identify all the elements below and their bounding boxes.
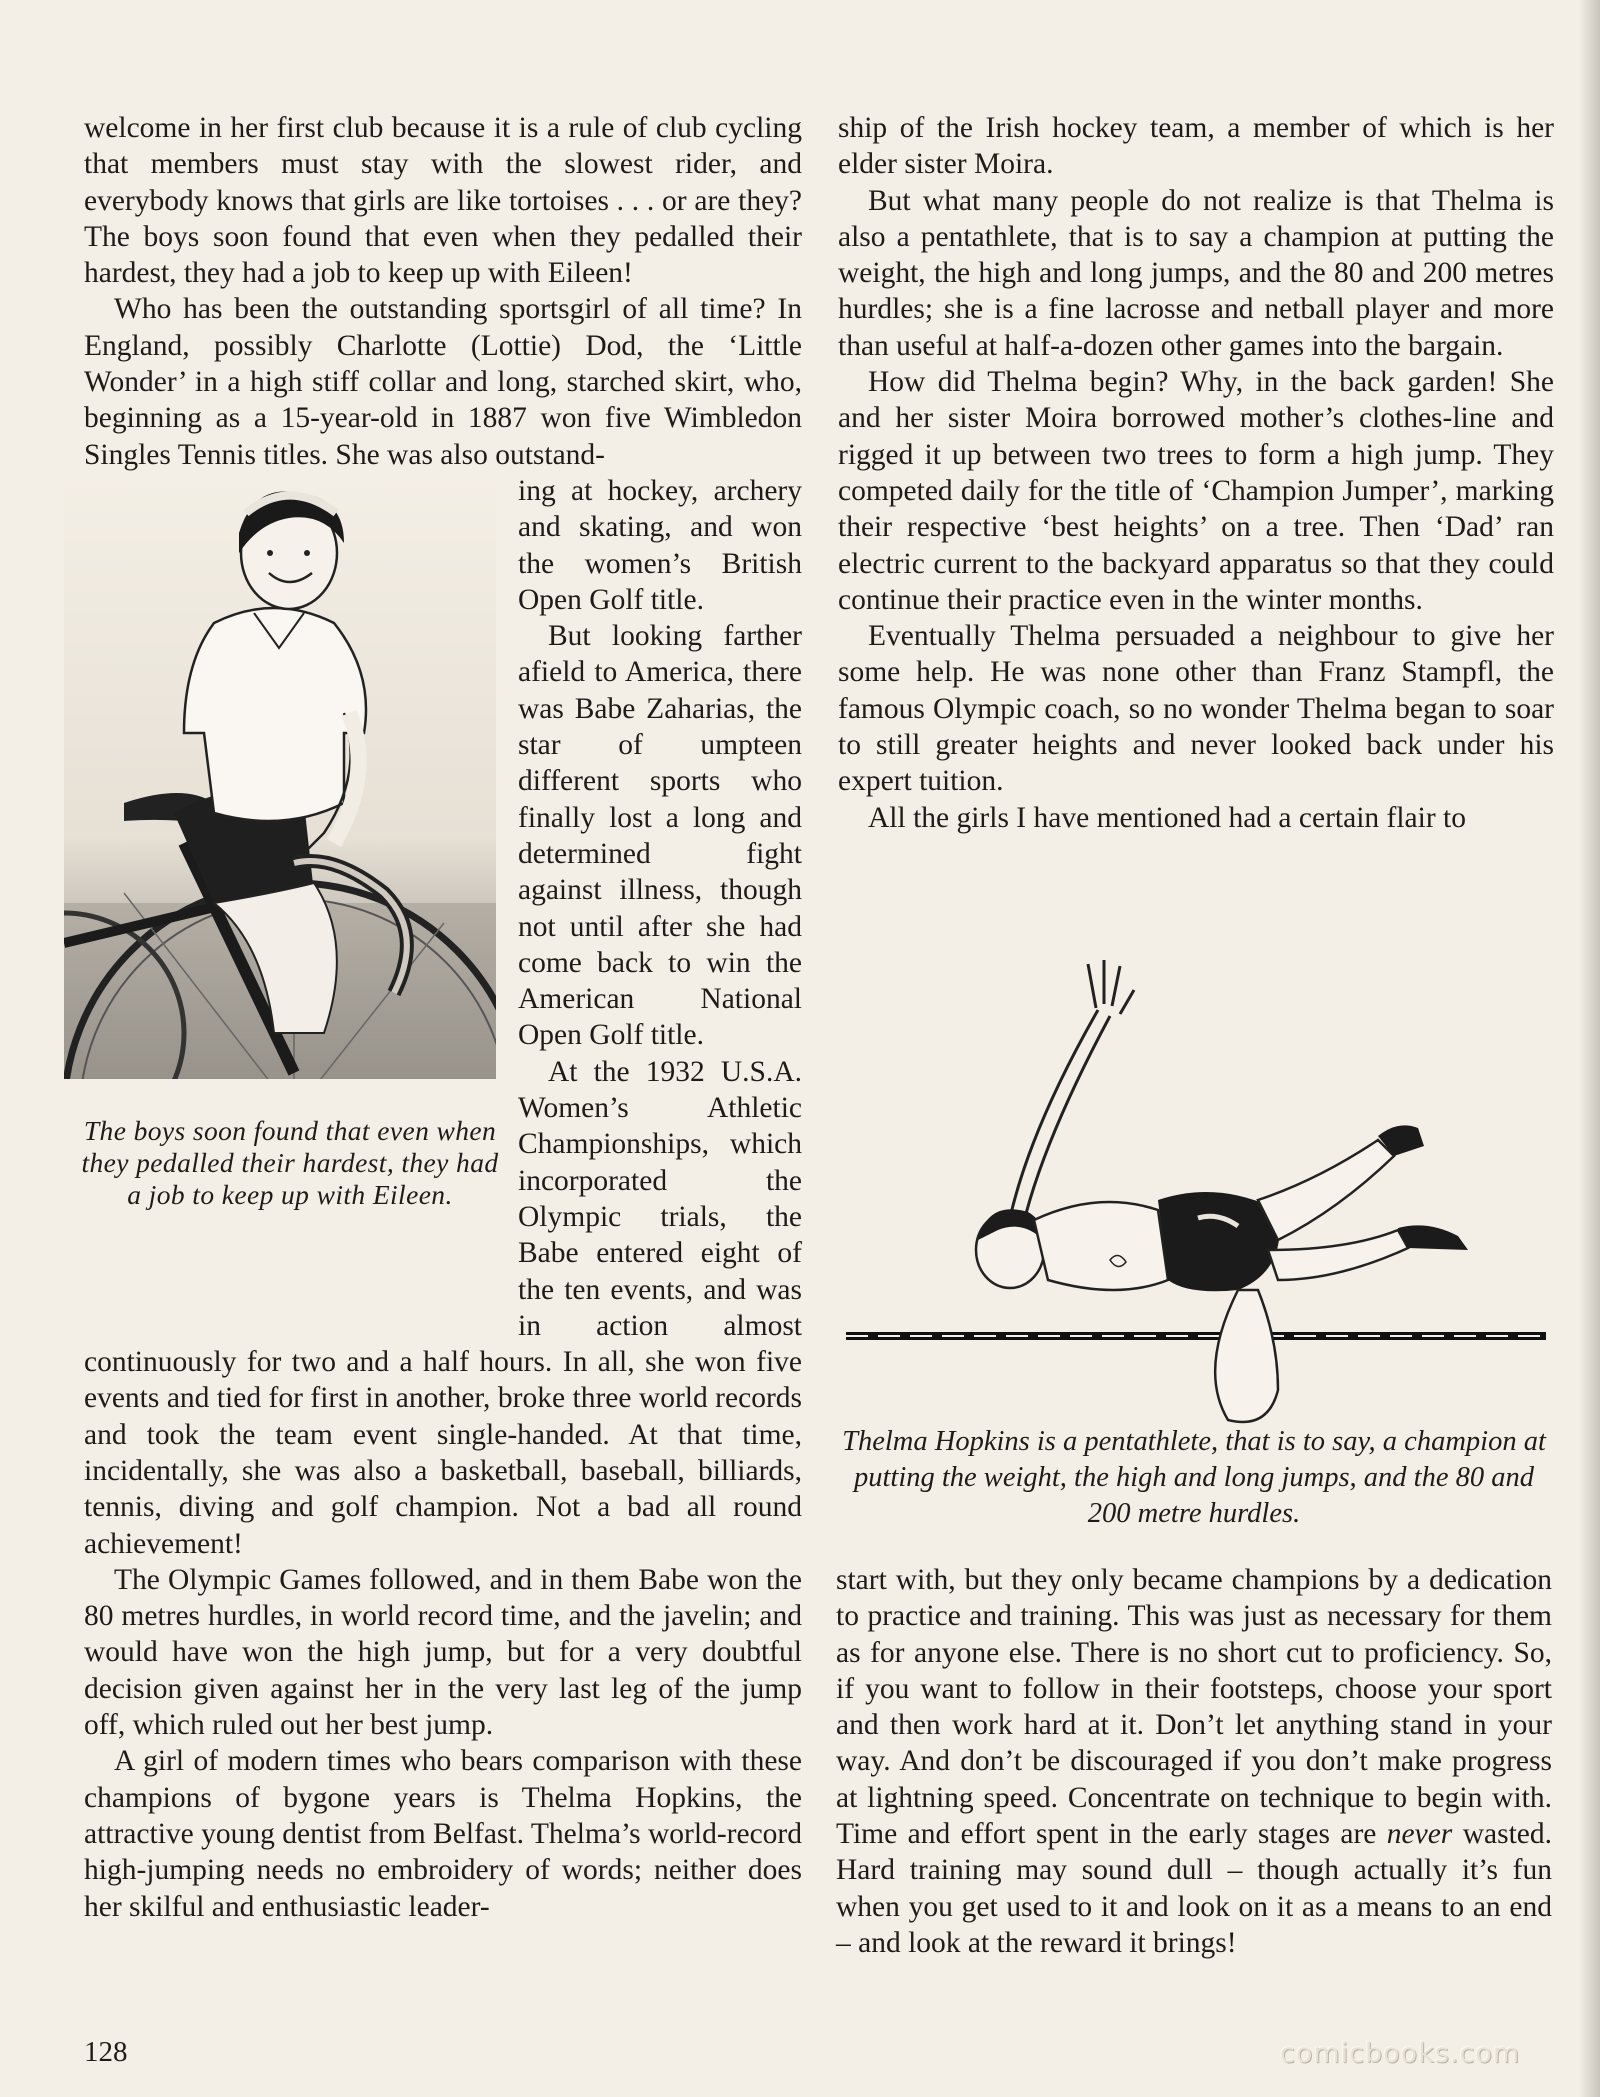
- right-column-continued: [836, 1562, 1552, 1961]
- paragraph-flair: All the girls I have mentioned had a certain flair to: [868, 801, 1466, 834]
- paragraph-eileen-club: welcome in her first club because it is a rule of club cycling that members must stay with the slowest rider, and everybody knows that girls are like tortoises . . . or are they? The boys soon found that even when they pedalled their hardest, they had a job to keep up with Eileen!: [84, 112, 802, 290]
- right-column: [838, 110, 1554, 836]
- paragraph-pentathlete: But what many people do not realize is that Thelma is also a pentathlete, that is to say a champion at putting the weight, the high and long jumps, and the 80 and 200 metres hurdles; she is a fine lacrosse and netball player and more than useful at half-a-dozen other games into the bargain.: [838, 184, 1554, 362]
- high-jumper-drawing: [838, 950, 1554, 1430]
- cyclist-illustration: [64, 473, 496, 1079]
- dedication-text-start: start with, but they only became champions by a dedication to practice and training. This was just as necessary for them as for anyone else. There is no short cut to proficiency. So, if you want to follow in their footsteps, choose your sport and then work hard at it. Don’t let anything stand in your way. And don’t be discouraged if you don’t make progress at lightning speed. Concentrate on technique to begin with. Time and effort spent in the early stages are: [836, 1564, 1552, 1851]
- paragraph-babe-zaharias: But looking farther afield to America, there was Babe Zaharias, the star of umpteen different sports who finally lost a long and determined fight against illness, though not until after she had come back to win the American National Open Golf title.: [518, 620, 802, 1052]
- paragraph-1932-championships: At the 1932 U.S.A. Women’s Athletic Championships, which incorporated the Olympic trials, the Babe entered eight of the ten events, and was in action almost continuously for two and a half hours. In all, she won five events and tied for first in another, broke three world records and took the team event single-handed. At that time, incidentally, she was also a basketball, baseball, billiards, tennis, diving and golf champion. Not a bad all round achievement!: [84, 1055, 802, 1560]
- paragraph-thelma-hopkins: A girl of modern times who bears comparison with these champions of bygone years is Thelma Hopkins, the attractive young dentist from Belfast. Thelma’s world-record high-jumping needs no embroidery of words; neither does her skilful and enthusiastic leader-: [84, 1745, 802, 1923]
- paragraph-lottie-continued: ing at hockey, archery and skating, and won the women’s British Open Golf title.: [518, 474, 802, 616]
- emphasis-never: never: [1386, 1818, 1453, 1851]
- dedication-text-end: wasted. Hard training may sound dull – though actually it’s fun when you get used to it and look on it as a means to an end – and look at the reward it brings!: [836, 1818, 1552, 1959]
- watermark: comicbooks.com: [1280, 2038, 1521, 2069]
- paragraph-irish-hockey: ship of the Irish hockey team, a member of which is her elder sister Moira.: [838, 112, 1554, 181]
- page-edge-shadow: [1578, 0, 1600, 2097]
- high-jumper-caption: Thelma Hopkins is a pentathlete, that is to say, a champion at putting the weight, the high and long jumps, and the 80 and 200 metre hurdles.: [842, 1426, 1546, 1529]
- cyclist-caption: The boys soon found that even when they pedalled their hardest, they had a job to keep up with Eileen.: [81, 1114, 499, 1210]
- cyclist-drawing: [64, 473, 496, 1079]
- paragraph-outstanding-sportsgirl: Who has been the outstanding sportsgirl of all time? In England, possibly Charlotte (Lottie) Dod, the ‘Little Wonder’ in a high stiff collar and long, starched skirt, who, beginning as a 15-year-old in 1887 won five Wimbledon Singles Tennis titles. She was also outstand-: [84, 293, 802, 471]
- high-jumper-figure: [838, 950, 1554, 1430]
- paragraph-olympic-games: The Olympic Games followed, and in them Babe won the 80 metres hurdles, in world record time, and the javelin; and would have won the high jump, but for a very doubtful decision given against her in the very last leg of the jump off, which ruled out her best jump.: [84, 1563, 802, 1742]
- left-column: [81, 110, 802, 1925]
- paragraph-franz-stampfl: Eventually Thelma persuaded a neighbour to give her some help. He was none other than Franz Stampfl, the famous Olympic coach, so no wonder Thelma began to soar to still greater heights and never looked back under his expert tuition.: [838, 620, 1554, 798]
- paragraph-back-garden: How did Thelma begin? Why, in the back garden! She and her sister Moira borrowed mother’s clothes-line and rigged it up between two trees to form a high jump. They competed daily for the title of ‘Champion Jumper’, marking their respective ‘best heights’ on a tree. Then ‘Dad’ ran electric current to the backyard apparatus so that they could continue their practice even in the winter months.: [838, 366, 1554, 616]
- cyclist-figure: [64, 473, 499, 1337]
- paragraph-dedication: [836, 1562, 1552, 1961]
- page-number: 128: [84, 2036, 128, 2068]
